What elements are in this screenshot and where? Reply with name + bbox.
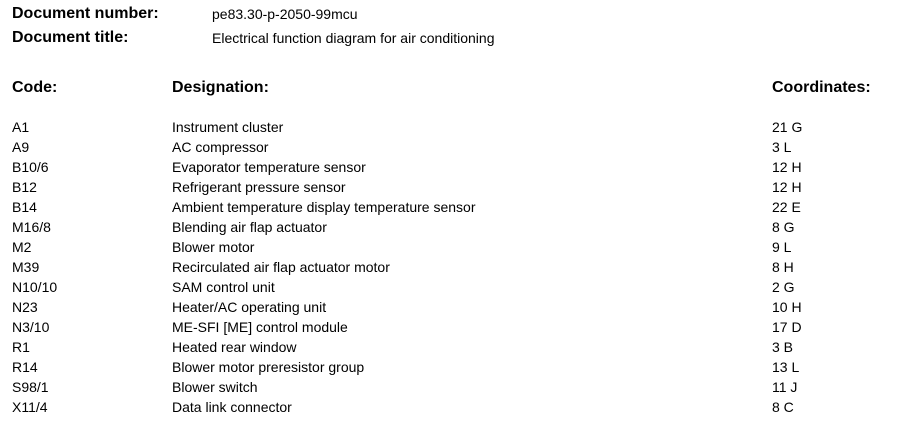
designation-cell: AC compressor [172,139,269,155]
designation-cell: Blower switch [172,379,258,395]
coordinates-cell: 3 B [772,339,794,355]
table-row [0,337,900,357]
code-cell: R14 [12,359,38,375]
header-designation: Designation: [172,79,269,96]
code-cell: B12 [12,179,37,195]
table-header [0,79,900,101]
code-cell: N23 [12,299,38,315]
coordinates-cell: 2 G [772,279,795,295]
document-title-value: Electrical function diagram for air conditioning [212,30,495,46]
table-row [0,297,900,317]
table-row [0,357,900,377]
designation-cell: Data link connector [172,399,292,415]
coordinates-cell: 8 G [772,219,795,235]
code-cell: N10/10 [12,279,58,295]
header-coordinates: Coordinates: [772,79,871,96]
document-number-row [12,4,358,24]
coordinates-cell: 12 H [772,179,802,195]
coordinates-cell: 21 G [772,119,803,135]
table-row [0,257,900,277]
document-title-row [12,28,494,48]
coordinates-cell: 17 D [772,319,802,335]
table-body [0,117,900,417]
code-cell: M2 [12,239,32,255]
document-number-value: pe83.30-p-2050-99mcu [212,6,358,22]
table-row [0,317,900,337]
designation-cell: Instrument cluster [172,119,284,135]
coordinates-cell: 13 L [772,359,800,375]
coordinates-cell: 8 H [772,259,794,275]
designation-cell: Heater/AC operating unit [172,299,327,315]
code-cell: N3/10 [12,319,50,335]
code-cell: S98/1 [12,379,49,395]
designation-cell: Recirculated air flap actuator motor [172,259,390,275]
table-row [0,197,900,217]
table-row [0,157,900,177]
table-row [0,277,900,297]
table-row [0,397,900,417]
designation-cell: Blower motor preresistor group [172,359,365,375]
coordinates-cell: 10 H [772,299,802,315]
code-cell: M39 [12,259,40,275]
coordinates-cell: 8 C [772,399,794,415]
document-number-label: Document number: [12,5,159,22]
designation-cell: SAM control unit [172,279,275,295]
code-cell: B10/6 [12,159,49,175]
designation-cell: Blending air flap actuator [172,219,327,235]
coordinates-cell: 9 L [772,239,792,255]
table-row [0,217,900,237]
table-row [0,177,900,197]
code-cell: A9 [12,139,30,155]
table-row [0,377,900,397]
code-cell: M16/8 [12,219,51,235]
document-title-label: Document title: [12,29,129,46]
code-cell: X11/4 [12,399,48,415]
coordinates-cell: 11 J [772,379,798,395]
code-cell: A1 [12,119,30,135]
coordinates-cell: 3 L [772,139,792,155]
table-row [0,117,900,137]
coordinates-cell: 12 H [772,159,802,175]
coordinates-cell: 22 E [772,199,801,215]
table-row [0,237,900,257]
designation-cell: Heated rear window [172,339,297,355]
table-row [0,137,900,157]
code-cell: R1 [12,339,30,355]
header-code: Code: [12,79,58,96]
code-cell: B14 [12,199,37,215]
designation-cell: Blower motor [172,239,255,255]
designation-cell: Evaporator temperature sensor [172,159,366,175]
designation-cell: Refrigerant pressure sensor [172,179,346,195]
designation-cell: Ambient temperature display temperature sensor [172,199,476,215]
designation-cell: ME-SFI [ME] control module [172,319,348,335]
